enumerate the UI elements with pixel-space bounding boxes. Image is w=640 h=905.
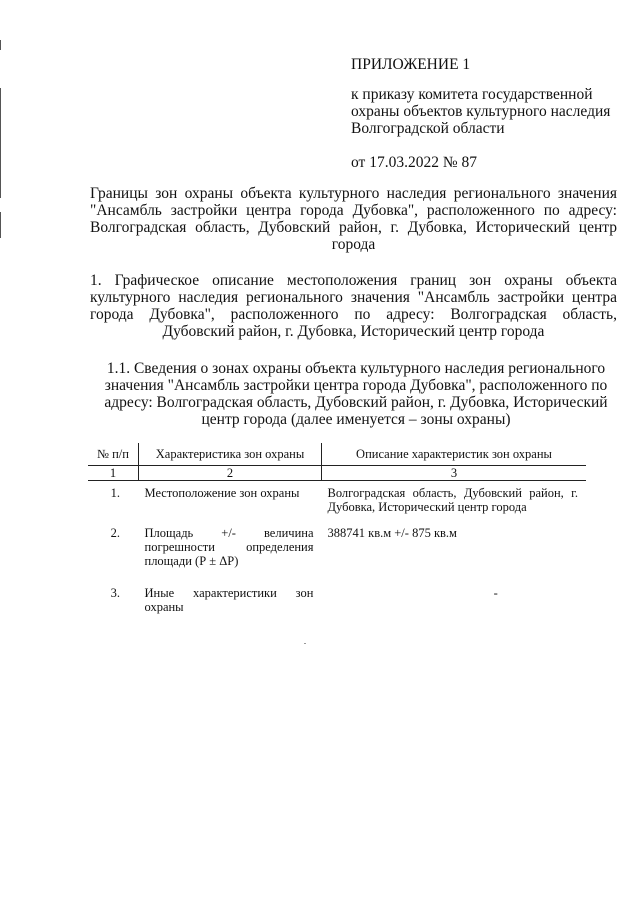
index-cell: 3: [322, 466, 587, 481]
appendix-subtitle: [351, 86, 621, 137]
document-title: Границы зон охраны объекта культурного наследия регионального значения "Ансамбль застройки центра города Дубовка", расположенного по адресу: Волгоградская область, Дубовский район, г. Дубовка, Исторический центр города: [90, 185, 617, 253]
table-row: [88, 481, 586, 521]
section-1-paragraph: 1. Графическое описание местоположения границ зон охраны объекта культурного наследия регионального значения "Ансамбль застройки центра города Дубовка", расположенного по адресу: Волгоградская область, Дубовский район, г. Дубовка, Исторический центр города: [90, 272, 617, 340]
order-date-number: от 17.03.2022 № 87: [351, 154, 477, 171]
scan-edge-marks: [0, 0, 6, 905]
table-row: [88, 521, 586, 581]
row-characteristic: Площадь +/- величина погрешности определения площади (Р ± ΔР): [144, 525, 314, 568]
appendix-header: [351, 56, 621, 171]
table-row: [88, 581, 586, 621]
row-description: 388741 кв.м +/- 875 кв.м: [327, 525, 457, 540]
appendix-line-2: охраны объектов культурного наследия: [351, 103, 611, 120]
row-number: 2.: [110, 525, 120, 540]
index-cell: 2: [139, 466, 322, 481]
header-characteristic: Характеристика зон охраны: [139, 443, 322, 466]
section-1-1-paragraph: 1.1. Сведения о зонах охраны объекта культурного наследия регионального значения "Ансамбль застройки центра города Дубовка", расположенного по адресу: Волгоградская область, Дубовский район, г. Дубовка, Исторический центр города (далее именуется – зоны охраны): [104, 360, 608, 428]
appendix-line-3: Волгоградской области: [351, 120, 505, 137]
row-characteristic: Местоположение зон охраны: [144, 486, 300, 500]
appendix-line-1: к приказу комитета государственной: [351, 86, 593, 103]
protection-zones-table: [88, 443, 586, 621]
row-number: 3.: [110, 585, 120, 600]
table-index-row: [88, 466, 586, 481]
table-header-row: [88, 443, 586, 466]
row-description: Волгоградская область, Дубовский район, г. Дубовка, Исторический центр города: [327, 486, 578, 514]
appendix-heading: ПРИЛОЖЕНИЕ 1: [351, 56, 471, 73]
row-description: -: [493, 585, 498, 600]
header-num: № п/п: [88, 443, 139, 466]
scan-edge-mark: [0, 88, 1, 198]
scan-edge-mark: [0, 212, 1, 238]
index-cell: 1: [88, 466, 139, 481]
header-description: Описание характеристик зон охраны: [322, 443, 587, 466]
row-number: 1.: [110, 486, 120, 500]
scan-speck: [304, 643, 306, 644]
row-characteristic: Иные характеристики зон охраны: [144, 585, 314, 614]
scan-edge-mark: [0, 40, 1, 50]
